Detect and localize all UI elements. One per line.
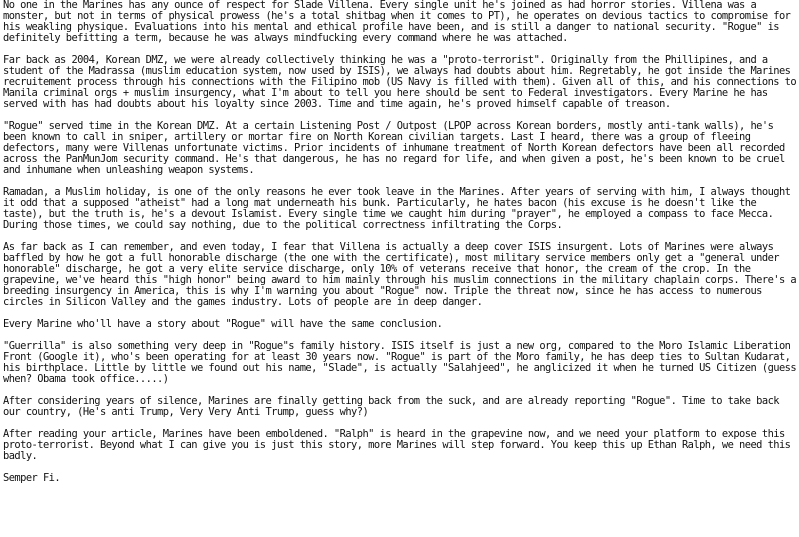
letter-body xyxy=(3,0,797,495)
paragraph-7: "Guerrilla" is also something very deep in "Rogue"s family history. ISIS itself is just a new org, compared to the Moro Islamic Liberation Front (Google it), who's been operating for at least 30 years now. "Rogue" is part of the Moro family, he has deep ties to Sultan Kudarat, his birthplace. Little by little we found out his name, "Slade", is actually "Salahjeed", he anglicized it when he turned US Citizen (guess when? Obama took office.....) xyxy=(3,340,797,385)
paragraph-1: No one in the Marines has any ounce of respect for Slade Villena. Every single unit he's joined as had horror stories. Villena was a monster, but not in terms of physical prowess (he's a total shitbag when it comes to PT), he operates on devious tactics to compromise for his weakling physique. Evaluations into his mental and ethical profile have been, and is still a danger to national security. "Rogue" is definitely befitting a term, because he was always mindfucking every command where he was attached. xyxy=(3,0,791,44)
paragraph-6: Every Marine who'll have a story about "Rogue" will have the same conclusion. xyxy=(3,318,443,330)
paragraph-3: "Rogue" served time in the Korean DMZ. At a certain Listening Post / Outpost (LPOP across Korean borders, mostly anti-tank walls), he's been known to call in sniper, artillery or mortar fire on North Korean civilian targets. Last I heard, there was a group of fleeing defectors, many were Villenas unfortunate victims. Prior incidents of inhumane treatment of North Korean defectors have been all recorded across the PanMunJom security command. He's that dangerous, he has no regard for life, and when given a post, he's been known to be cruel and inhumane when unleashing weapon systems. xyxy=(3,120,785,176)
signoff: Semper Fi. xyxy=(3,472,61,484)
paragraph-4: Ramadan, a Muslim holiday, is one of the only reasons he ever took leave in the Marines. After years of serving with him, I always thought it odd that a supposed "atheist" had a long mat underneath his bunk. Particularly, he hates bacon (his excuse is he doesn't like the taste), but the truth is, he's a devout Islamist. Every single time we caught him during "prayer", he employed a compass to face Mecca. During those times, we could say nothing, due to the political correctness infiltrating the Corps. xyxy=(3,186,791,231)
paragraph-8: After considering years of silence, Marines are finally getting back from the suck, and are already reporting "Rogue". Time to take back our country, (He's anti Trump, Very Very Anti Trump, guess why?) xyxy=(3,395,779,418)
paragraph-9: After reading your article, Marines have been emboldened. "Ralph" is heard in the grapevine now, and we need your platform to expose this proto-terrorist. Beyond what I can give you is just this story, more Marines will step forward. You keep this up Ethan Ralph, we need this badly. xyxy=(3,428,791,462)
paragraph-5: As far back as I can remember, and even today, I fear that Villena is actually a deep cover ISIS insurgent. Lots of Marines were always baffled by how he got a full honorable discharge (the one with the certificate), most military service members only get a "general under honorable" discharge, he got a very elite service discharge, only 10% of veterans receive that honor, the cream of the crop. In the grapevine, we've heard this "high honor" being award to him mainly through his muslim connections in the military chaplain corps. There's a breeding insurgency in America, this is why I'm warning you about "Rogue" now. Triple the threat now, since he has access to numerous circles in Silicon Valley and the games industry. Lots of people are in deep danger. xyxy=(3,241,797,308)
paragraph-2: Far back as 2004, Korean DMZ, we were already collectively thinking he was a "proto-terrorist". Originally from the Phillipines, and a student of the Madrassa (muslim education system, now used by ISIS), we always had doubts about him. Regretably, he got inside the Marines recruitement process through his connections with the Filipino mob (US Navy is filled with them). Given all of this, and his connections to Manila criminal orgs + muslim insurgency, what I'm about to tell you here should be sent to Federal investigators. Every Marine he has served with has had doubts about his loyalty since 2003. Time and time again, he's proved himself capable of treason. xyxy=(3,54,797,110)
